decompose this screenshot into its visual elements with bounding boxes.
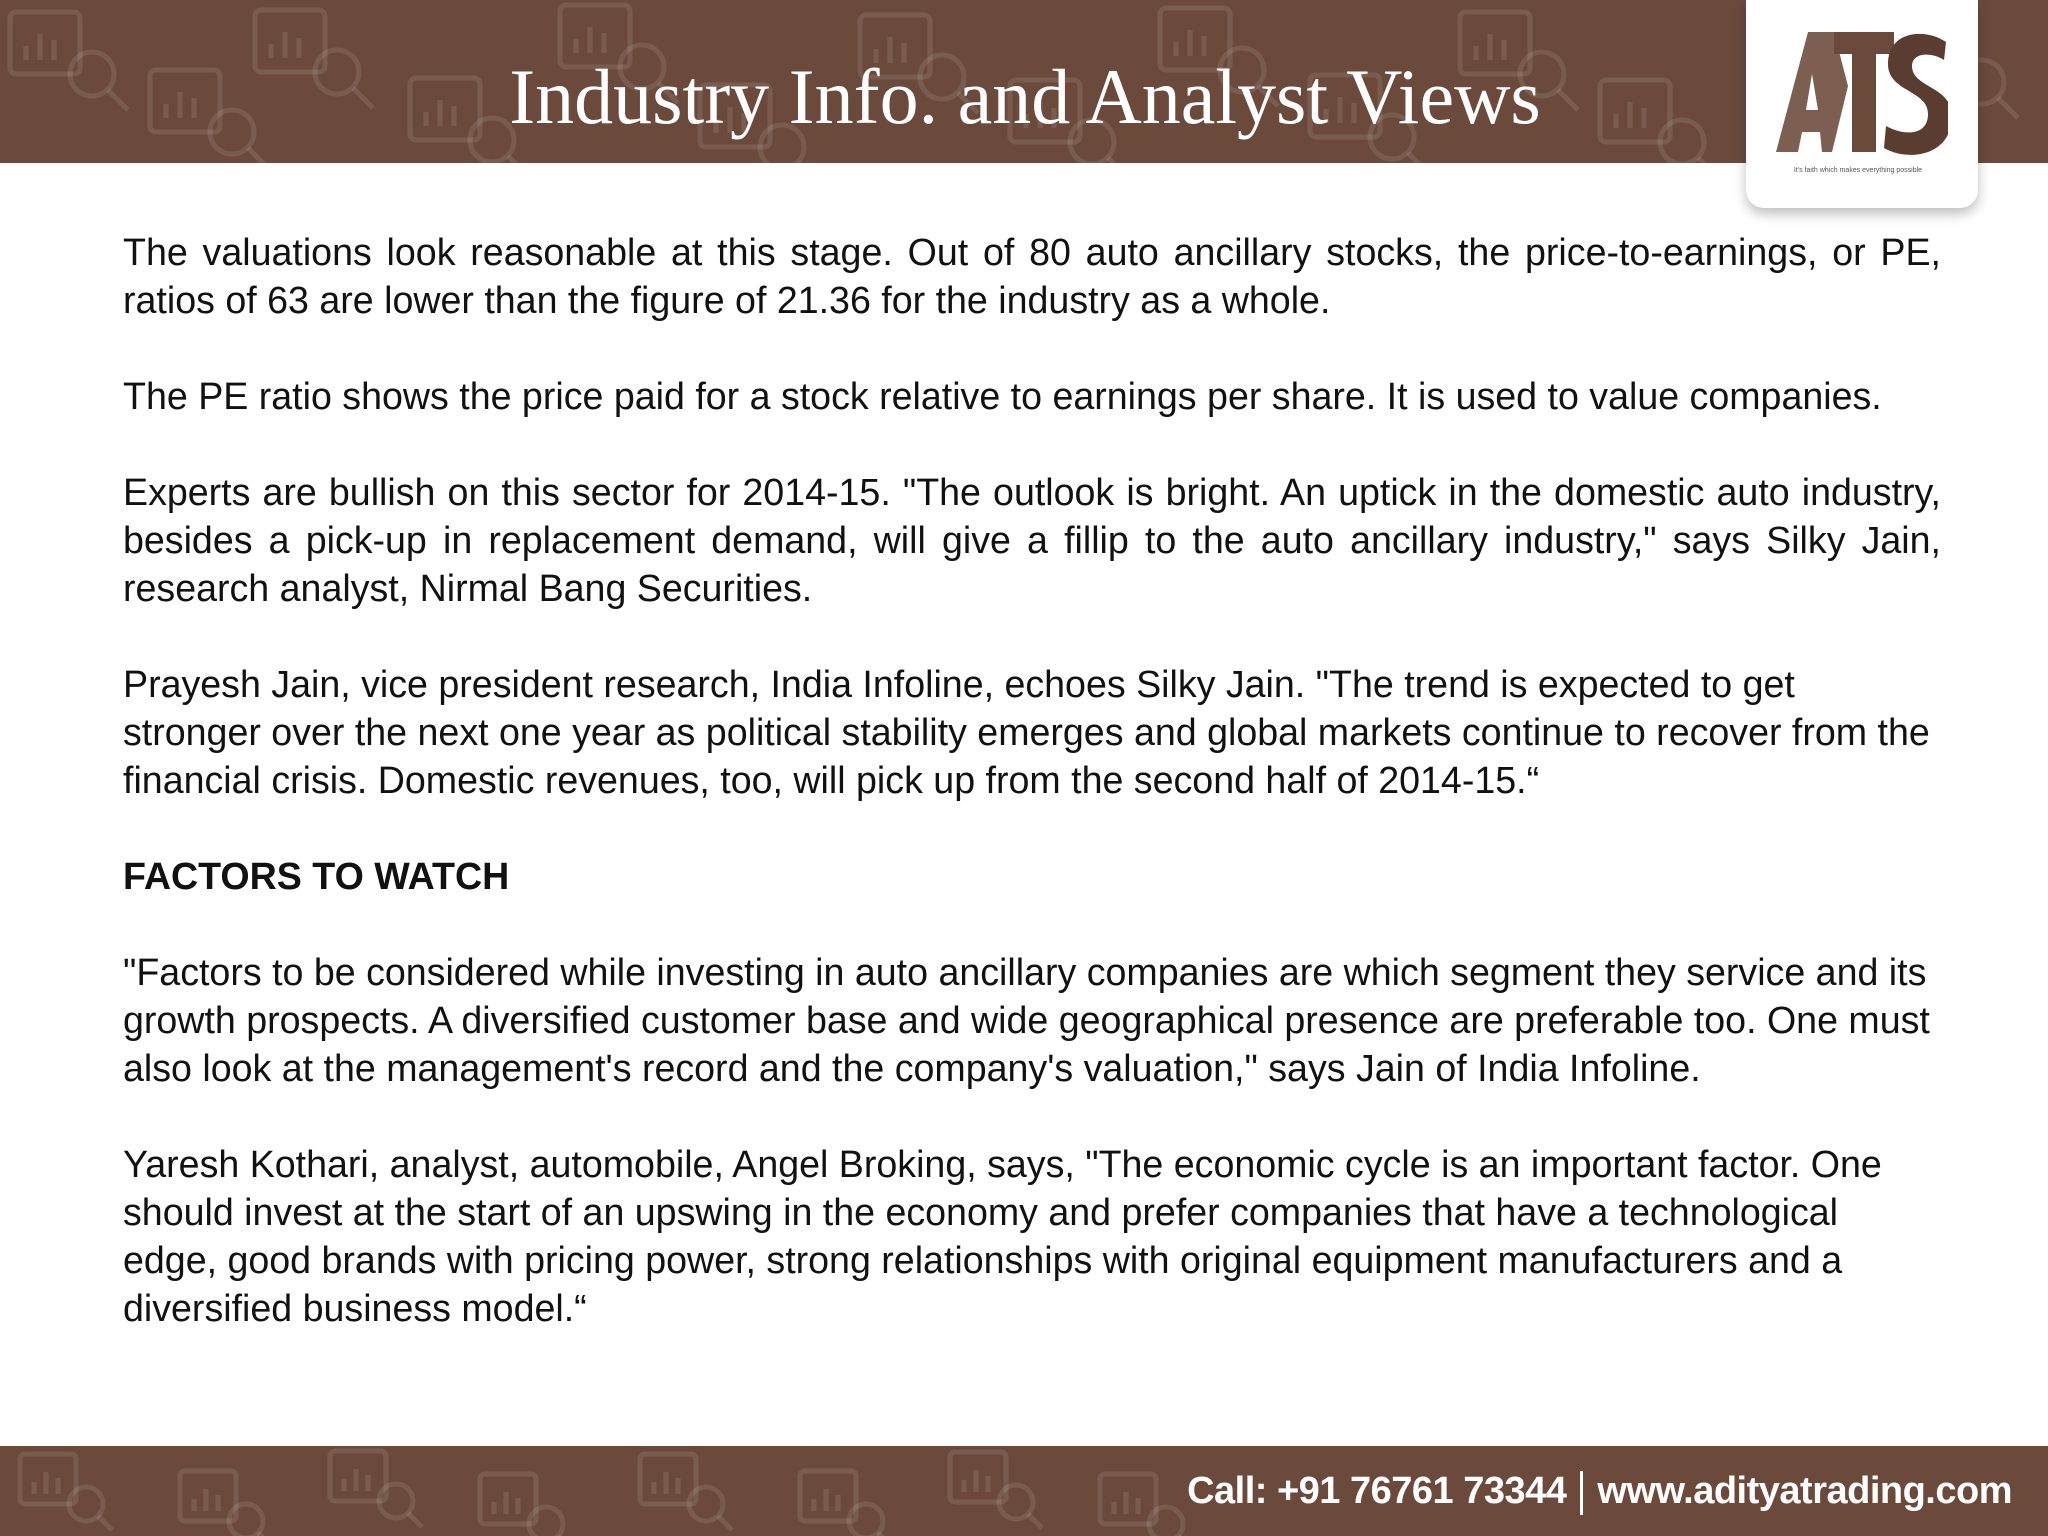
footer-banner (0, 1446, 2048, 1536)
paragraph-yaresh-kothari: Yaresh Kothari, analyst, automobile, Angel Broking, says, "The economic cycle is an important factor. One should invest at the start of an upswing in the economy and prefer companies that have a technological edge, good brands with pricing power, strong relationships with original equipment manufacturers and a diversified business model.“ (123, 1143, 1882, 1329)
ats-logo (1776, 22, 1948, 182)
paragraph-factors-quote: "Factors to be considered while investing in auto ancillary companies are which segment they service and its growth prospects. A diversified customer base and wide geographical presence are preferable too. One must also look at the management's record and the company's valuation," says Jain of India Infoline. (123, 951, 1930, 1089)
paragraph-experts-bullish: Experts are bullish on this sector for 2014-15. "The outlook is bright. An uptick in the domestic auto industry, besides a pick-up in replacement demand, will give a fillip to the auto ancillary industry," says Silky Jain, research analyst, Nirmal Bang Securities. (123, 471, 1941, 609)
header-banner (0, 0, 2048, 163)
paragraph-pe-ratio: The PE ratio shows the price paid for a stock relative to earnings per share. It is used to value companies. (123, 375, 1882, 417)
footer-separator (1580, 1471, 1583, 1515)
page-title: Industry Info. and Analyst Views (509, 53, 1541, 140)
logo-tagline: It's faith which makes everything possible (1793, 167, 1923, 174)
footer-contact (1187, 1463, 2012, 1519)
section-heading-factors: FACTORS TO WATCH (123, 855, 510, 897)
paragraph-valuations: The valuations look reasonable at this stage. Out of 80 auto ancillary stocks, the price-to-earnings, or PE, ratios of 63 are lower than the figure of 21.36 for the industry as a whole. (123, 231, 1941, 321)
article-body (123, 228, 1941, 1332)
ats-logo-card (1746, 0, 1978, 208)
paragraph-prayesh-jain: Prayesh Jain, vice president research, India Infoline, echoes Silky Jain. "The trend is expected to get stronger over the next one year as political stability emerges and global markets continue to recover from the financial crisis. Domestic revenues, too, will pick up from the second half of 2014-15.“ (123, 663, 1930, 801)
call-number: Call: +91 76761 73344 (1187, 1470, 1567, 1512)
website-link[interactable]: www.adityatrading.com (1597, 1470, 2012, 1512)
